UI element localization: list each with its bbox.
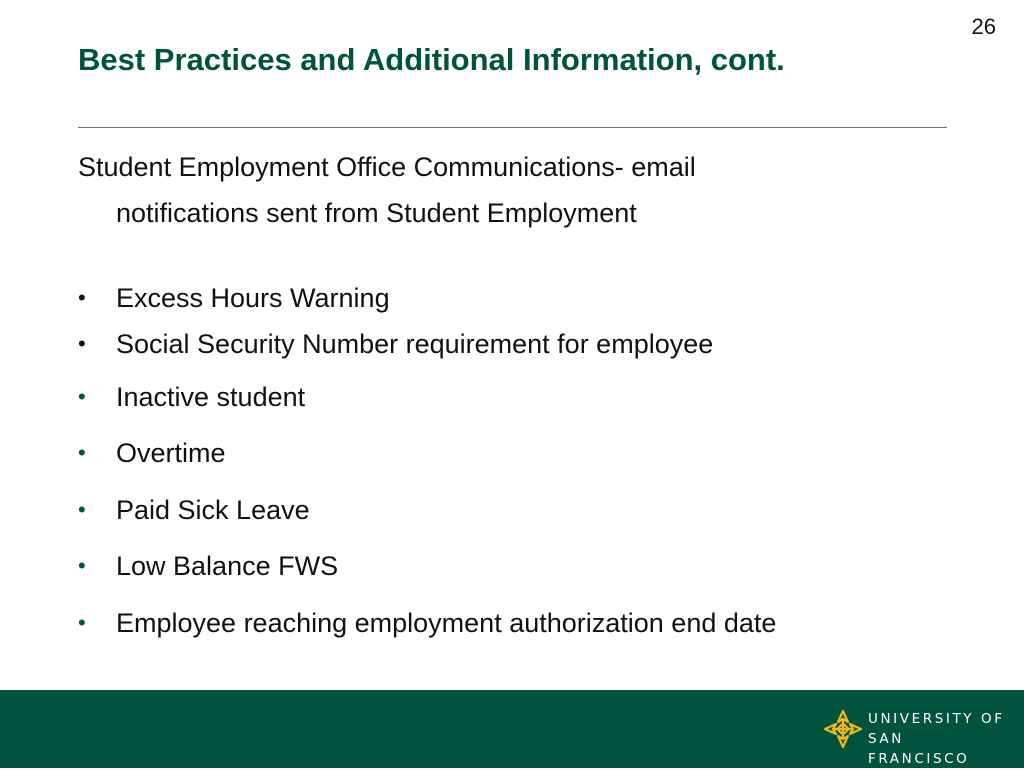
bullet-icon: • <box>78 610 86 635</box>
bullet-icon: • <box>78 440 86 465</box>
bullet-text: Low Balance FWS <box>116 551 339 581</box>
logo-text <box>868 709 1012 769</box>
bullet-icon: • <box>78 497 86 522</box>
logo-line-2: SAN FRANCISCO <box>868 731 970 767</box>
slide-title: Best Practices and Additional Information, cont. <box>78 42 785 77</box>
bullet-icon: • <box>78 384 86 409</box>
bullet-icon: • <box>78 285 86 310</box>
page-number: 26 <box>971 14 996 39</box>
bullet-text: Employee reaching employment authorization end date <box>116 608 777 638</box>
logo-line-1: UNIVERSITY OF <box>868 711 1005 727</box>
bullet-icon: • <box>78 553 86 578</box>
bullet-text: Inactive student <box>116 382 306 412</box>
intro-paragraph <box>78 144 838 236</box>
bullet-text: Excess Hours Warning <box>116 283 390 313</box>
bullet-text: Overtime <box>116 438 226 468</box>
university-logo <box>822 706 1012 767</box>
title-divider <box>78 127 947 128</box>
intro-line-2: notifications sent from Student Employment <box>116 198 637 228</box>
bullet-icon: • <box>78 331 86 356</box>
bullet-text: Social Security Number requirement for employee <box>116 329 714 359</box>
intro-line-1: Student Employment Office Communications- email <box>78 152 696 182</box>
usf-cross-icon <box>822 708 864 750</box>
bullet-text: Paid Sick Leave <box>116 495 310 525</box>
